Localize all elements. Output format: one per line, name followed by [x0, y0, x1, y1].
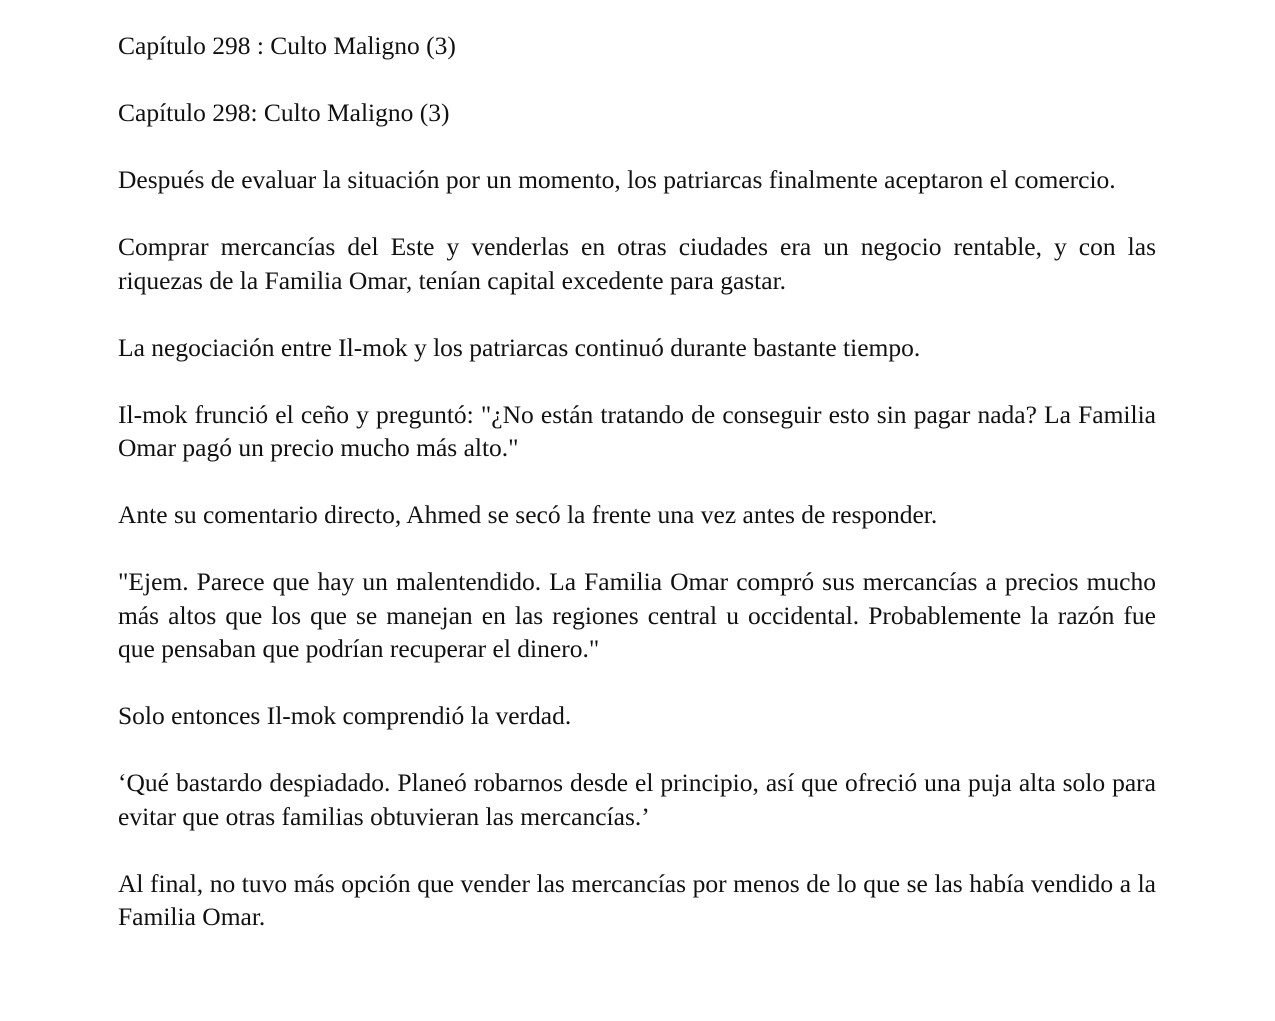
- paragraph: Solo entonces Il-mok comprendió la verdad.: [118, 701, 572, 730]
- paragraph: Al final, no tuvo más opción que vender las mercancías por menos de lo que se las había vendido a la Familia Omar.: [118, 868, 1156, 931]
- paragraph: Il-mok frunció el ceño y preguntó: "¿No están tratando de conseguir esto sin pagar nada? La Familia Omar pagó un precio mucho más alto.": [118, 399, 1156, 462]
- header-title: Capítulo 298 : Culto Maligno (3): [118, 31, 456, 60]
- paragraph: Después de evaluar la situación por un momento, los patriarcas finalmente aceptaron el comercio.: [118, 165, 1116, 194]
- paragraph: "Ejem. Parece que hay un malentendido. La Familia Omar compró sus mercancías a precios mucho más altos que los que se manejan en las regiones central u occidental. Probablemente la razón fue que pensaban que podrían recuperar el dinero.": [118, 567, 1156, 663]
- document-page: [118, 29, 1156, 967]
- paragraph: La negociación entre Il-mok y los patriarcas continuó durante bastante tiempo.: [118, 332, 921, 362]
- chapter-title: Capítulo 298: Culto Maligno (3): [118, 98, 450, 127]
- paragraph: Ante su comentario directo, Ahmed se secó la frente una vez antes de responder.: [118, 500, 938, 529]
- paragraph: ‘Qué bastardo despiadado. Planeó robarnos desde el principio, así que ofreció una puja alta solo para evitar que otras familias obtuvieran las mercancías.’: [118, 768, 1156, 831]
- paragraph: Comprar mercancías del Este y venderlas en otras ciudades era un negocio rentable, y con las riquezas de la Familia Omar, tenían capital excedente para gastar.: [118, 232, 1156, 295]
